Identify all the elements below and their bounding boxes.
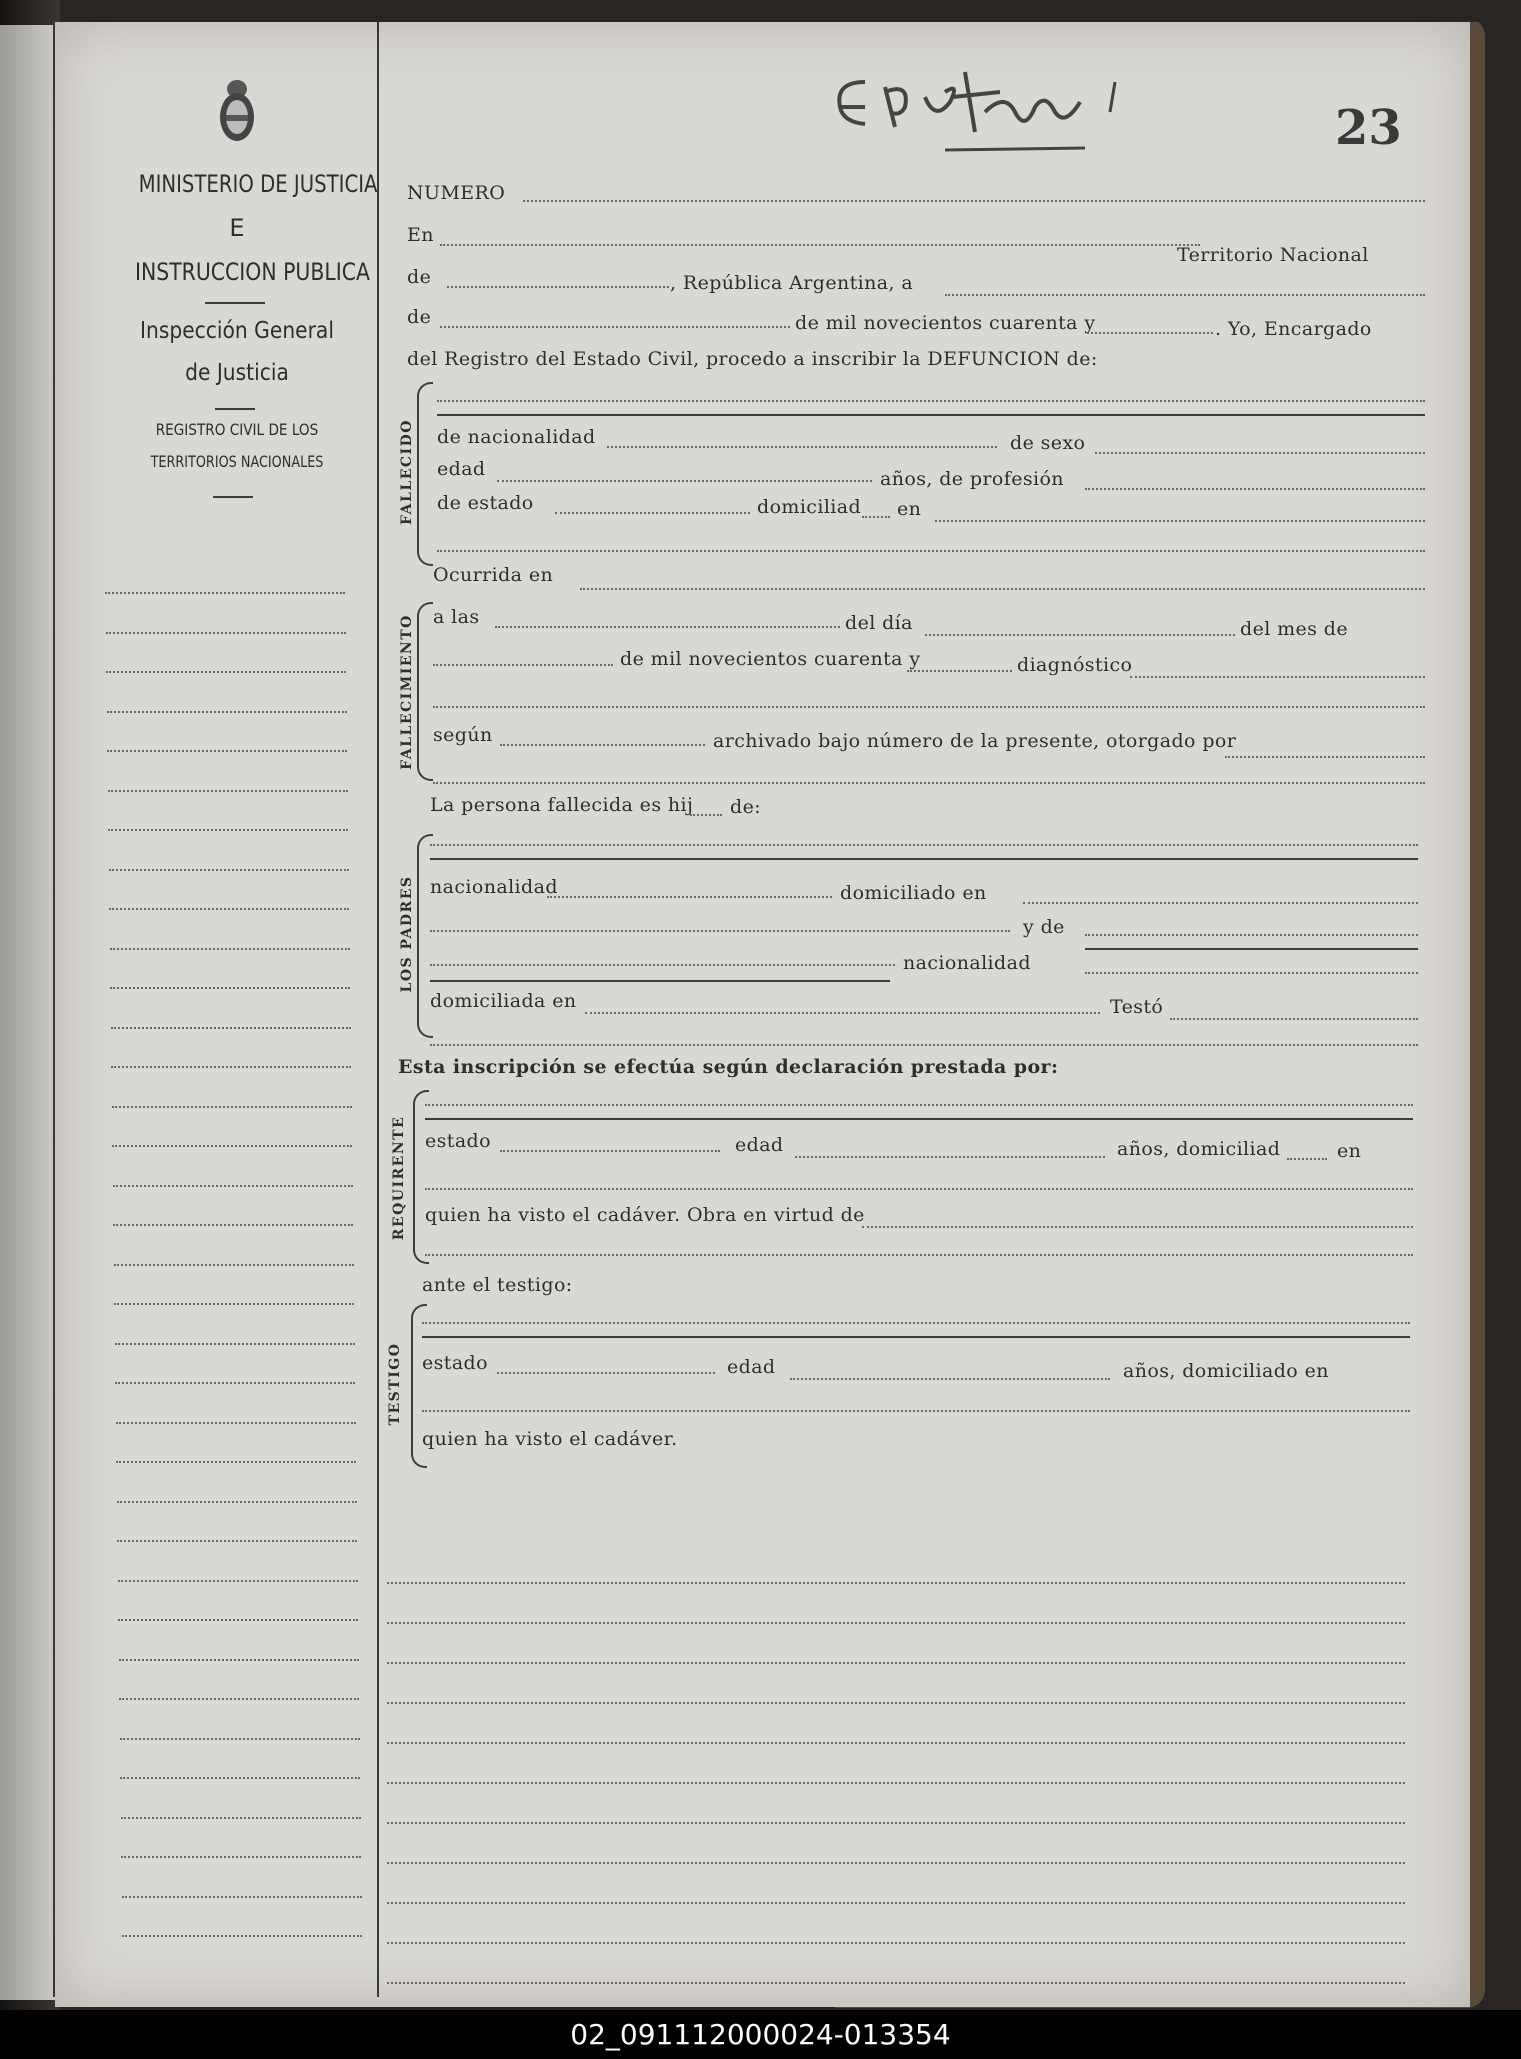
republica-label: , República Argentina, a [670,272,914,294]
ocurrida-label: Ocurrida en [433,564,554,586]
edad-field[interactable] [795,1156,1105,1158]
requirente-label: REQUIRENTE [391,1115,407,1241]
margin-line[interactable] [118,1619,358,1621]
mil-label: de mil novecientos cuarenta y [620,648,921,670]
fallecido-brace [417,382,433,566]
margin-line[interactable] [113,1224,353,1226]
rule [422,1336,1410,1338]
margin-line[interactable] [115,1343,355,1345]
registry-line1: REGISTRO CIVIL DE LOS [155,420,319,439]
notes-line[interactable] [387,1942,1405,1944]
margin-line[interactable] [105,592,345,594]
registro-label: del Registro del Estado Civil, procedo a inscribir la DEFUNCION de: [407,348,1098,370]
madre-field[interactable] [1085,934,1418,936]
domiciliad-suffix[interactable] [862,516,890,518]
left-border [53,22,55,1997]
territorio-label: Territorio Nacional [1177,244,1369,266]
notes-line[interactable] [387,1982,1405,1984]
numero-label: NUMERO [407,182,506,204]
margin-line[interactable] [121,1817,361,1819]
rule [430,980,890,982]
margin-line[interactable] [119,1659,359,1661]
persona-label: La persona fallecida es hij [430,794,694,816]
margin-line[interactable] [114,1264,354,1266]
margin-line[interactable] [117,1501,357,1503]
de-label: de: [730,796,762,818]
estado-field[interactable] [555,512,750,514]
notes-line[interactable] [387,1662,1405,1664]
domicilio-field[interactable] [935,520,1425,522]
notes-line[interactable] [387,1782,1405,1784]
notes-line[interactable] [387,1702,1405,1704]
estado-label: estado [425,1130,491,1152]
margin-line[interactable] [110,948,350,950]
a-field[interactable] [945,294,1425,296]
margin-line[interactable] [119,1698,359,1700]
de-label: de [407,266,432,288]
a-las-label: a las [433,606,480,628]
nacionalidad2-label: nacionalidad [903,952,1031,974]
diagnostico-field-2[interactable] [433,706,1425,708]
margin-line[interactable] [115,1382,355,1384]
domiciliada-label: domiciliada en [430,990,577,1012]
margin-line[interactable] [107,750,347,752]
divider [205,302,265,304]
anio-field[interactable] [907,670,1012,672]
y-de-label: y de [1023,916,1065,938]
margin-line[interactable] [106,671,346,673]
notes-line[interactable] [387,1622,1405,1624]
estado-label: estado [422,1352,488,1374]
ministry-line3: INSTRUCCION PUBLICA [135,258,370,286]
coat-of-arms-icon [213,77,261,145]
quien-label: quien ha visto el cadáver. [422,1428,678,1450]
numero-field[interactable] [523,200,1425,202]
background-top [200,0,1521,22]
domicilio-field-2[interactable] [430,930,1010,932]
del-dia-label: del día [845,612,913,634]
margin-line[interactable] [111,1066,351,1068]
fallecido-label: FALLECIDO [399,419,415,525]
inspection-line1: Inspección General [140,318,334,344]
domicilio-field[interactable] [1023,902,1418,904]
margin-line[interactable] [109,908,349,910]
rule [1085,948,1418,950]
nacionalidad-field[interactable] [547,896,832,898]
fallecido-nombre-field[interactable] [437,400,1425,402]
testo-field[interactable] [1170,1018,1418,1020]
page-number: 23 [1335,100,1402,156]
padre-nombre-field[interactable] [430,844,1418,846]
ocurrida-field[interactable] [580,588,1425,590]
margin-line[interactable] [120,1738,360,1740]
domiciliado-label: años, domiciliado en [1123,1360,1329,1382]
estado-field[interactable] [500,1150,720,1152]
divider [215,408,255,410]
margin-line[interactable] [109,869,349,871]
rule [430,858,1418,860]
margin-line[interactable] [122,1896,362,1898]
sexo-field[interactable] [1095,452,1425,454]
footer-bar [0,2010,1521,2059]
margin-line[interactable] [110,987,350,989]
margin-line[interactable] [121,1856,361,1858]
diagnostico-label: diagnóstico [1017,654,1133,676]
testo-label: Testó [1110,996,1164,1018]
testo-field-2[interactable] [430,1044,1418,1046]
virtud-field-2[interactable] [425,1254,1413,1256]
edad-label: edad [437,458,486,480]
quien-label: quien ha visto el cadáver. Obra en virtud de [425,1204,865,1226]
margin-line[interactable] [120,1777,360,1779]
margin-line[interactable] [113,1185,353,1187]
ministry-line1: MINISTERIO DE JUSTICIA [138,170,378,198]
rule [437,414,1425,416]
en-label: En [407,224,434,246]
divider [213,496,253,498]
margin-line[interactable] [111,1027,351,1029]
segun-label: según [433,724,493,746]
otorgado-field[interactable] [1225,756,1425,758]
encargado-label: . Yo, Encargado [1215,318,1372,340]
otorgado-field-2[interactable] [433,782,1425,784]
rule [425,1118,1413,1120]
domicilio-field[interactable] [425,1188,1413,1190]
domicilio-field[interactable] [422,1410,1410,1412]
estado-field[interactable] [497,1372,715,1374]
domiciliad-label: domiciliad [757,496,862,518]
testigo-nombre-field[interactable] [422,1322,1410,1324]
de2-label: de [407,306,432,328]
margin-line[interactable] [116,1461,356,1463]
notes-line[interactable] [387,1902,1405,1904]
nacionalidad-field[interactable] [607,446,997,448]
notes-line[interactable] [387,1862,1405,1864]
requirente-brace [413,1090,429,1264]
padres-label: LOS PADRES [399,875,415,993]
requirente-nombre-field[interactable] [425,1104,1413,1106]
margin-line[interactable] [122,1935,362,1937]
mil-label: de mil novecientos cuarenta y [795,312,1096,334]
profesion-field[interactable] [1085,488,1425,490]
notes-line[interactable] [387,1822,1405,1824]
image-id: 02_091112000024-013354 [570,2018,951,2051]
hora-field[interactable] [495,626,840,628]
virtud-field[interactable] [862,1226,1413,1228]
edad-field[interactable] [497,480,872,482]
margin-line[interactable] [108,829,348,831]
handwritten-note [825,52,1155,162]
nacionalidad-label: de nacionalidad [437,426,596,448]
ante-testigo-label: ante el testigo: [422,1274,573,1296]
en-field[interactable] [440,244,1200,246]
edad-label: edad [727,1356,776,1378]
margin-line[interactable] [114,1303,354,1305]
domiciliada-field[interactable] [585,1012,1100,1014]
edad-field[interactable] [790,1378,1110,1380]
domiciliad-suffix[interactable] [1287,1158,1327,1160]
margin-rule [377,22,379,1997]
mes-field[interactable] [433,664,613,666]
testigo-label: TESTIGO [387,1342,403,1426]
nacionalidad2-field[interactable] [1085,972,1418,974]
notes-line[interactable] [387,1582,1405,1584]
del-mes-label: del mes de [1240,618,1348,640]
registry-line2: TERRITORIOS NACIONALES [150,452,324,471]
fallecimiento-label: FALLECIMIENTO [399,614,415,770]
sexo-label: de sexo [1010,432,1086,454]
hijo-suffix[interactable] [690,814,722,816]
margin-line[interactable] [112,1106,352,1108]
en-label: en [1337,1140,1362,1162]
edad-label: edad [735,1134,784,1156]
nacionalidad-label: nacionalidad [430,876,558,898]
previous-page-edge [0,25,58,2000]
margin-line[interactable] [118,1580,358,1582]
margin-line[interactable] [106,632,346,634]
anio-field[interactable] [1087,332,1213,334]
fallecimiento-brace [417,602,433,781]
margin-line[interactable] [108,790,348,792]
margin-line[interactable] [112,1145,352,1147]
de2-field[interactable] [440,326,790,328]
madre-field-2[interactable] [430,964,895,966]
form-page [55,22,1470,2007]
segun-field[interactable] [500,744,705,746]
margin-line[interactable] [117,1540,357,1542]
diagnostico-field[interactable] [1130,676,1425,678]
domiciliad-label: años, domiciliad [1117,1138,1281,1160]
archivado-label: archivado bajo número de la presente, otorgado por [713,730,1237,752]
margin-line[interactable] [116,1422,356,1424]
domicilio-field-2[interactable] [437,550,1425,552]
inspection-line2: de Justicia [185,360,289,386]
de-field[interactable] [447,286,669,288]
ministry-line2: E [229,214,245,242]
margin-line[interactable] [107,711,347,713]
notes-line[interactable] [387,1742,1405,1744]
inscripcion-label: Esta inscripción se efectúa según declaración prestada por: [398,1056,1059,1078]
profesion-label: años, de profesión [880,468,1064,490]
domiciliado-label: domiciliado en [840,882,987,904]
estado-label: de estado [437,492,534,514]
dia-field[interactable] [925,634,1235,636]
en-label: en [897,498,922,520]
